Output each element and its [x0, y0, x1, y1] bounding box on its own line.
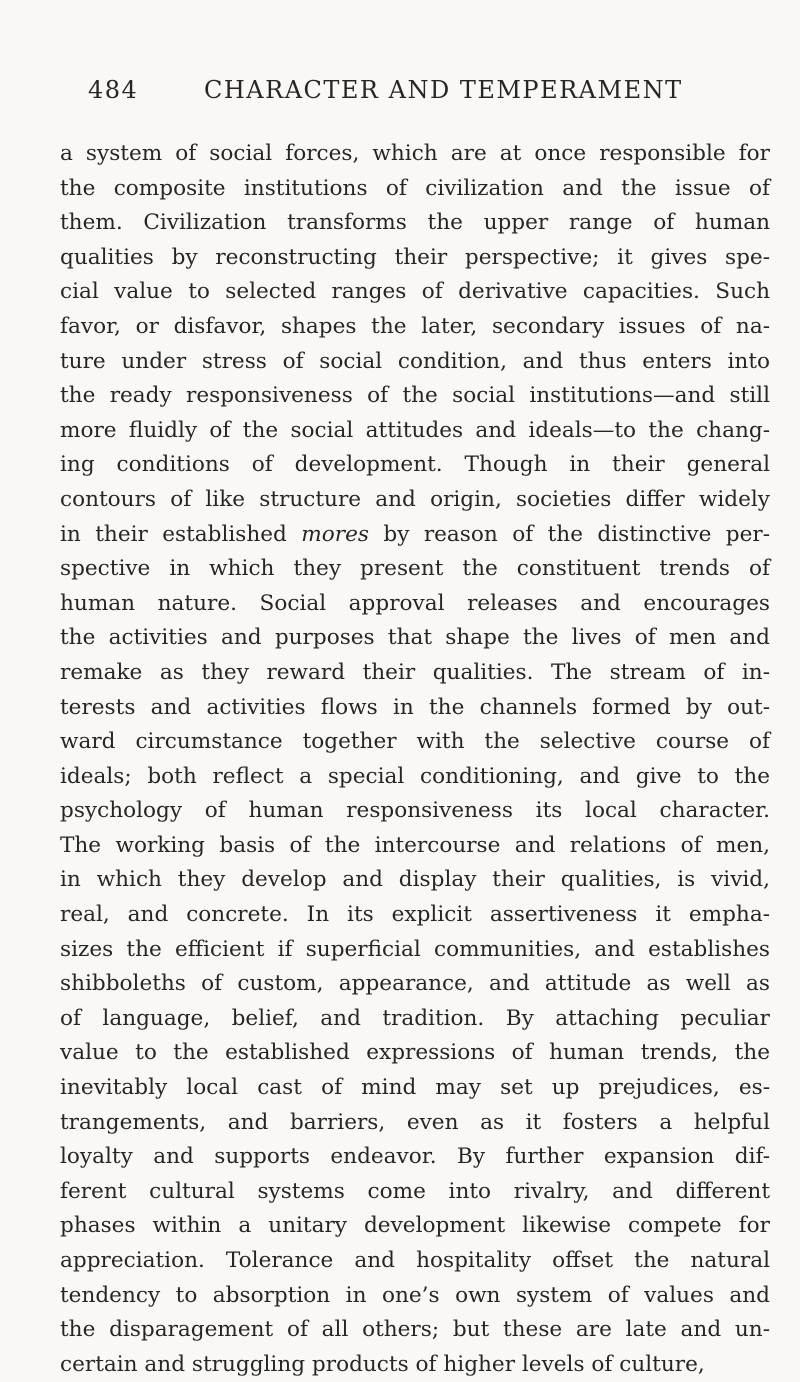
text-line: ward circumstance together with the selective course of	[60, 729, 770, 755]
text-line: trangements, and barriers, even as it fosters a helpful	[60, 1109, 770, 1135]
text-line: the composite institutions of civilization and the issue of	[60, 175, 770, 201]
running-title: CHARACTER AND TEMPERAMENT	[204, 76, 683, 104]
text-line: certain and struggling products of higher levels of culture,	[60, 1351, 705, 1377]
text-line: the ready responsiveness of the social institutions—and still	[60, 383, 770, 409]
text-segment: in their established	[60, 521, 302, 547]
text-line: ture under stress of social condition, and thus enters into	[60, 348, 770, 374]
text-line: value to the established expressions of human trends, the	[60, 1040, 770, 1066]
text-line: ideals; both reflect a special conditioning, and give to the	[60, 763, 770, 789]
text-line: them. Civilization transforms the upper range of human	[60, 210, 770, 236]
text-line: terests and activities flows in the channels formed by out-	[60, 694, 770, 720]
text-line: contours of like structure and origin, societies differ widely	[60, 486, 770, 512]
text-line: the disparagement of all others; but these are late and un-	[60, 1317, 770, 1343]
text-line: qualities by reconstructing their perspective; it gives spe-	[60, 244, 770, 270]
text-line: The working basis of the intercourse and relations of men,	[60, 832, 770, 858]
running-head	[88, 76, 768, 112]
text-line: a system of social forces, which are at once responsible for	[60, 141, 770, 166]
text-line: psychology of human responsiveness its local character.	[60, 798, 770, 824]
text-line: remake as they reward their qualities. The stream of in-	[60, 659, 770, 685]
page-number: 484	[88, 76, 139, 104]
text-line: in which they develop and display their qualities, is vivid,	[60, 867, 770, 893]
body-paragraph	[60, 137, 770, 1382]
text-line: ing conditions of development. Though in their general	[60, 452, 770, 478]
italic-term: mores	[301, 521, 369, 547]
text-line: human nature. Social approval releases and encourages	[60, 590, 770, 616]
text-line-with-italic	[60, 518, 770, 553]
text-segment: by reason of the distinctive per-	[368, 521, 770, 547]
text-line: cial value to selected ranges of derivative capacities. Such	[60, 279, 770, 305]
text-line: sizes the efficient if superficial communities, and establishes	[60, 936, 770, 962]
text-line: phases within a unitary development likewise compete for	[60, 1213, 770, 1239]
text-line: of language, belief, and tradition. By attaching peculiar	[60, 1005, 770, 1031]
text-line: favor, or disfavor, shapes the later, secondary issues of na-	[60, 313, 770, 339]
text-line: spective in which they present the constituent trends of	[60, 556, 770, 582]
text-line: inevitably local cast of mind may set up prejudices, es-	[60, 1075, 770, 1101]
text-line: ferent cultural systems come into rivalry, and different	[60, 1178, 770, 1204]
text-line: real, and concrete. In its explicit assertiveness it empha-	[60, 902, 770, 928]
text-line: shibboleths of custom, appearance, and attitude as well as	[60, 971, 770, 997]
text-line: appreciation. Tolerance and hospitality offset the natural	[60, 1248, 770, 1273]
text-line: tendency to absorption in one’s own system of values and	[60, 1282, 770, 1308]
text-line: more fluidly of the social attitudes and ideals—to the chang-	[60, 417, 770, 443]
text-line: the activities and purposes that shape the lives of men and	[60, 625, 770, 651]
text-line: loyalty and supports endeavor. By further expansion dif-	[60, 1144, 770, 1170]
